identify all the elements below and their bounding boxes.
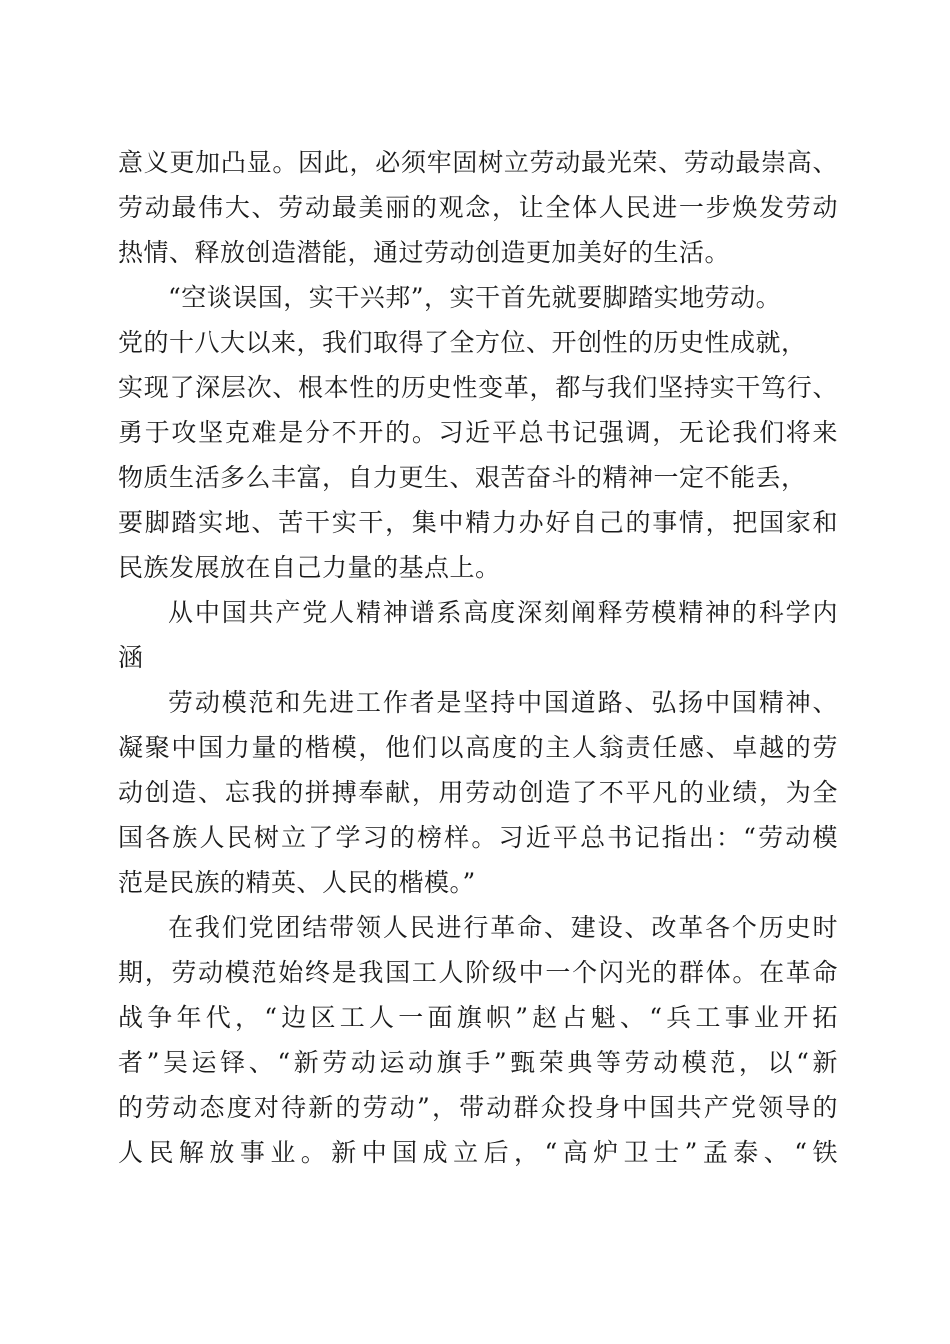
text-line: 热情、释放创造潜能，通过劳动创造更加美好的生活。 xyxy=(118,238,731,267)
text-line: 要脚踏实地、苦干实干，集中精力办好自己的事情，把国家和 xyxy=(118,508,838,537)
text-line: 期，劳动模范始终是我国工人阶级中一个闪光的群体。在革命 xyxy=(118,958,838,987)
text-line: 实现了深层次、根本性的历史性变革，都与我们坚持实干笃行、 xyxy=(118,373,838,402)
text-line: 劳动最伟大、劳动最美丽的观念，让全体人民进一步焕发劳动 xyxy=(118,193,838,222)
text-line: 民族发展放在自己力量的基点上。 xyxy=(118,553,501,582)
text-line: 勇于攻坚克难是分不开的。习近平总书记强调，无论我们将来 xyxy=(118,418,838,447)
text-line: 的劳动态度对待新的劳动”，带动群众投身中国共产党领导的 xyxy=(118,1093,838,1122)
text-line: 物质生活多么丰富，自力更生、艰苦奋斗的精神一定不能丢， xyxy=(118,463,807,492)
text-line: 在我们党团结带领人民进行革命、建设、改革各个历史时 xyxy=(168,913,838,942)
text-line: 党的十八大以来，我们取得了全方位、开创性的历史性成就， xyxy=(118,328,807,357)
text-line: 劳动模范和先进工作者是坚持中国道路、弘扬中国精神、 xyxy=(168,688,838,717)
text-line: “空谈误国，实干兴邦”，实干首先就要脚踏实地劳动。 xyxy=(168,283,782,312)
text-line: 意义更加凸显。因此，必须牢固树立劳动最光荣、劳动最崇高、 xyxy=(118,148,838,177)
section-heading-line: 从中国共产党人精神谱系高度深刻阐释劳模精神的科学内 xyxy=(168,598,838,627)
text-line: 国各族人民树立了学习的榜样。习近平总书记指出：“劳动模 xyxy=(118,823,838,852)
text-line: 战争年代，“边区工人一面旗帜”赵占魁、“兵工事业开拓 xyxy=(118,1003,838,1032)
text-line: 者”吴运铎、“新劳动运动旗手”甄荣典等劳动模范，以“新 xyxy=(118,1048,838,1077)
text-line: 动创造、忘我的拼搏奉献，用劳动创造了不平凡的业绩，为全 xyxy=(118,778,838,807)
text-line: 人民解放事业。新中国成立后，“高炉卫士”孟泰、“铁 xyxy=(118,1138,838,1167)
text-line: 凝聚中国力量的楷模，他们以高度的主人翁责任感、卓越的劳 xyxy=(118,733,838,762)
section-heading-line: 涵 xyxy=(118,643,144,672)
text-line: 范是民族的精英、人民的楷模。” xyxy=(118,868,476,897)
